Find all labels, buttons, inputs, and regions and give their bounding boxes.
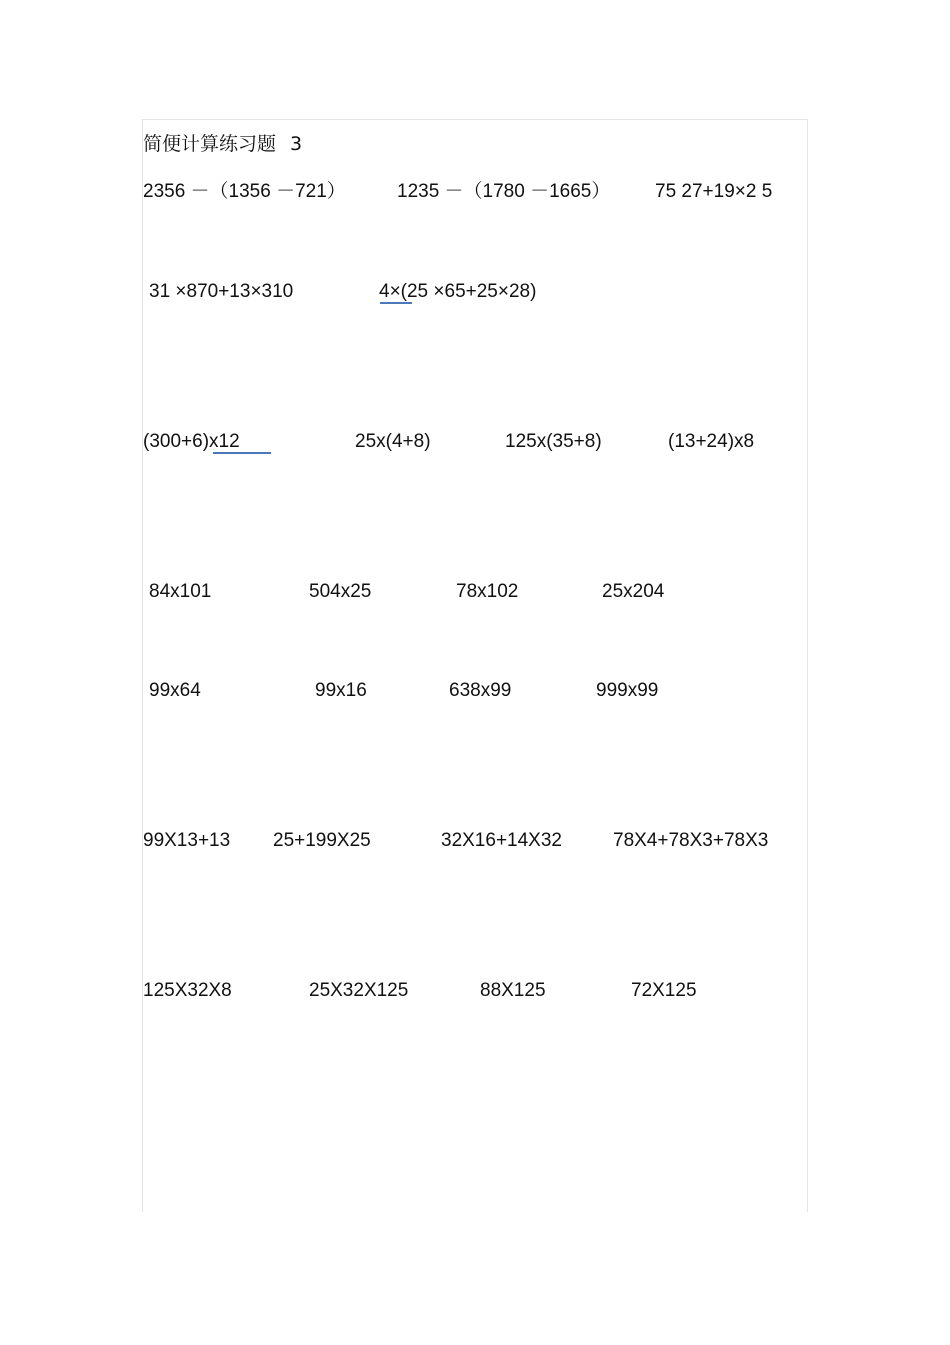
problem: 638x99 <box>449 680 512 701</box>
problem: 25X32X125 <box>309 980 409 1001</box>
problem: 25x(4+8) <box>355 431 431 452</box>
title-number: 3 <box>290 133 303 155</box>
problem: 25+199X25 <box>273 830 371 851</box>
problem: 1235 －（1780 －1665） <box>397 181 611 202</box>
problem: 32X16+14X32 <box>441 830 562 851</box>
worksheet-title <box>143 129 302 156</box>
problem: 31 ×870+13×310 <box>149 281 294 302</box>
problem: 72X125 <box>631 980 697 1001</box>
title-text: 简便计算练习题 <box>143 133 277 155</box>
problem: 4×(25 ×65+25×28) <box>379 281 537 302</box>
problem: 99x64 <box>149 680 201 701</box>
problem: 84x101 <box>149 581 212 602</box>
ink-underline-mark <box>213 452 271 454</box>
problem: 125X32X8 <box>143 980 232 1001</box>
problem: 78X4+78X3+78X3 <box>613 830 769 851</box>
problem: 88X125 <box>480 980 546 1001</box>
problem: 25x204 <box>602 581 665 602</box>
problem: 999x99 <box>596 680 659 701</box>
problem: 99x16 <box>315 680 367 701</box>
problem: (300+6)x12 <box>143 431 240 452</box>
ink-underline-mark <box>380 302 412 304</box>
problem: 99X13+13 <box>143 830 231 851</box>
problem: 78x102 <box>456 581 519 602</box>
problem: 504x25 <box>309 581 372 602</box>
problem: 125x(35+8) <box>505 431 602 452</box>
problem: 2356 －（1356 －721） <box>143 181 346 202</box>
problem: 75 27+19×2 5 <box>655 181 773 202</box>
problem: (13+24)x8 <box>668 431 755 452</box>
